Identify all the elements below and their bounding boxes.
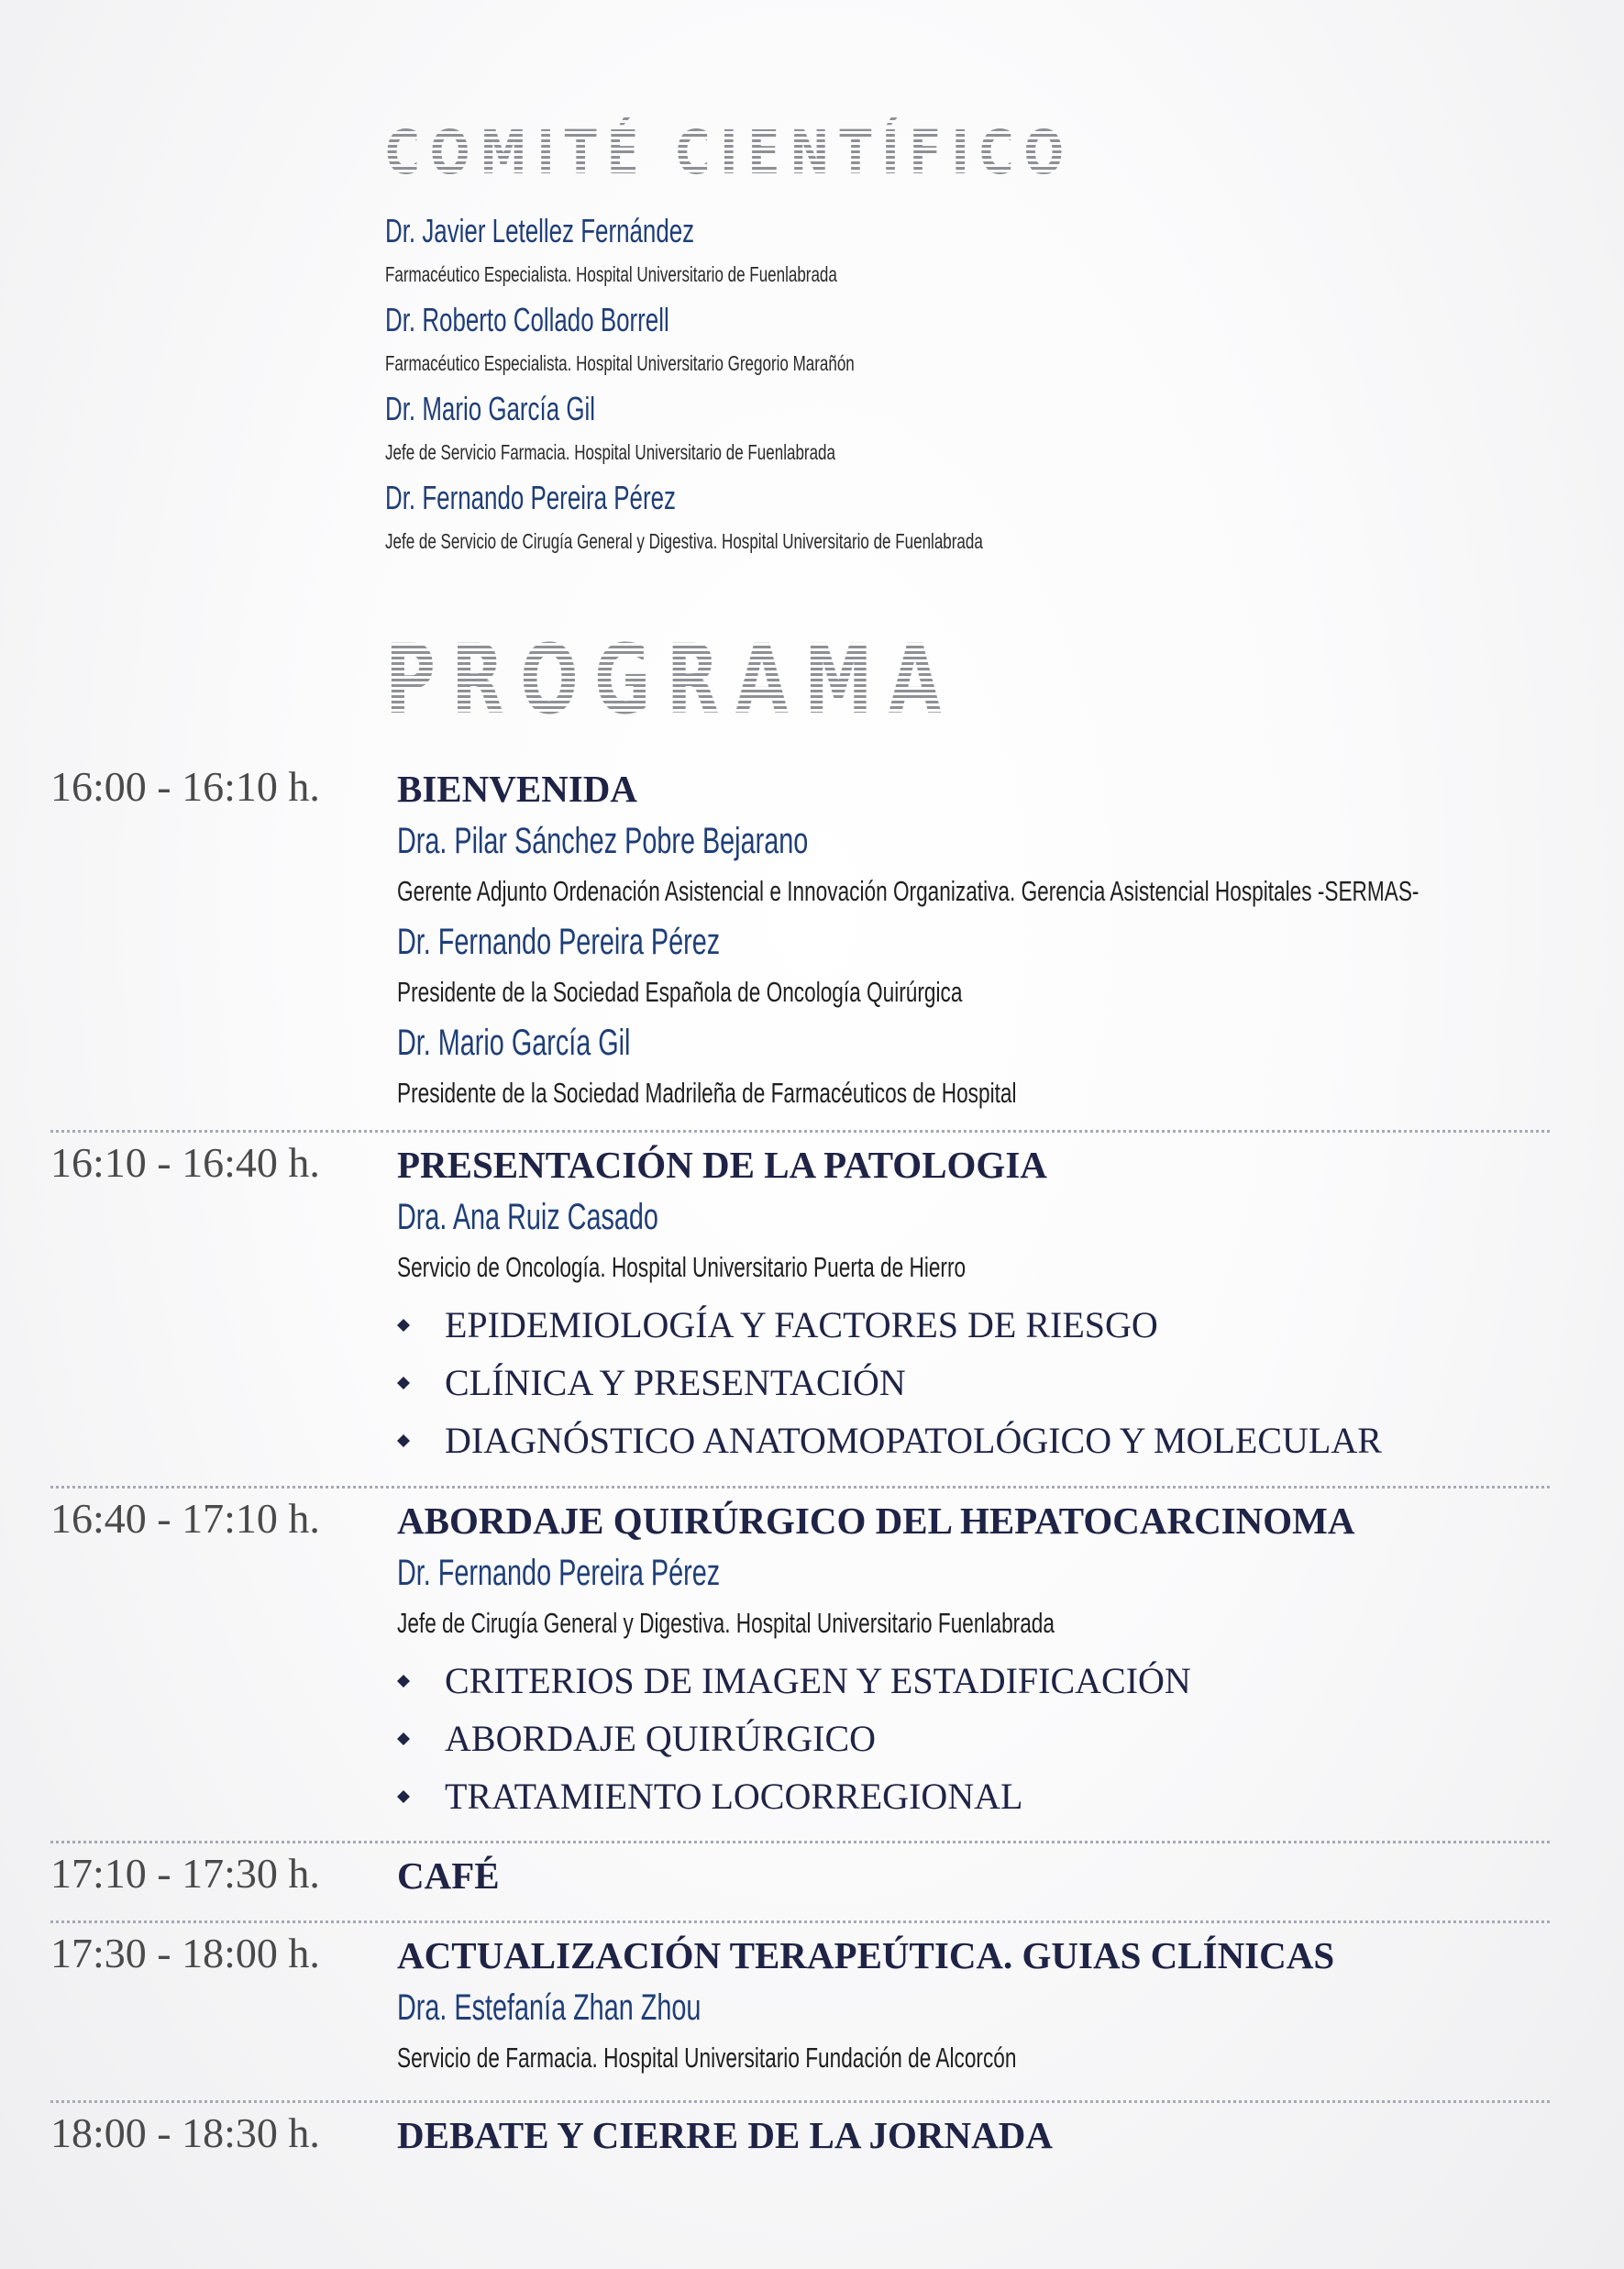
topic-item: [397, 1296, 1550, 1354]
program-session: [50, 1923, 1550, 2103]
committee-member: [385, 298, 1486, 387]
member-role: Jefe de Servicio Farmacia. Hospital Universitario de Fuenlabrada: [385, 440, 835, 464]
session-time: 18:00 - 18:30 h.: [50, 2109, 320, 2156]
speaker-name: Dr. Fernando Pereira Pérez: [397, 1553, 721, 1593]
topic-text: DIAGNÓSTICO ANATOMOPATOLÓGICO Y MOLECULAR: [445, 1420, 1382, 1461]
session-title: BIENVENIDA: [397, 768, 637, 810]
speaker-role: Servicio de Oncología. Hospital Universitario Puerta de Hierro: [397, 1251, 967, 1283]
member-name: Dr. Fernando Pereira Pérez: [385, 479, 676, 516]
member-role: Jefe de Servicio de Cirugía General y Digestiva. Hospital Universitario de Fuenlabrada: [385, 529, 983, 553]
speaker: [397, 1547, 1550, 1648]
diamond-bullet-icon: [397, 1663, 428, 1699]
session-time: 17:30 - 18:00 h.: [50, 1930, 320, 1976]
committee-member: [385, 476, 1486, 565]
committee-list: [385, 209, 1486, 565]
session-content: [397, 1133, 1550, 1477]
session-time: 16:10 - 16:40 h.: [50, 1139, 320, 1186]
topic-text: ABORDAJE QUIRÚRGICO: [445, 1718, 877, 1759]
session-title: PRESENTACIÓN DE LA PATOLOGIA: [397, 1144, 1047, 1186]
program-session: [50, 2103, 1550, 2195]
committee-title: COMITÉ CIENTÍFICO: [385, 117, 1075, 188]
session-title: ACTUALIZACIÓN TERAPEÚTICA. GUIAS CLÍNICAS: [397, 1934, 1335, 1976]
member-role: Farmacéutico Especialista. Hospital Universitario Gregorio Marañón: [385, 351, 855, 375]
committee-member: [385, 209, 1486, 298]
diamond-bullet-icon: [397, 1307, 428, 1344]
session-content: [397, 1843, 1550, 1909]
topic-text: CRITERIOS DE IMAGEN Y ESTADIFICACIÓN: [445, 1660, 1191, 1701]
speaker: [397, 1982, 1550, 2083]
speaker-role: Jefe de Cirugía General y Digestiva. Hospital Universitario Fuenlabrada: [397, 1607, 1055, 1639]
speaker-name: Dr. Mario García Gil: [397, 1023, 631, 1063]
diamond-bullet-icon: [397, 1721, 428, 1757]
session-time: 17:10 - 17:30 h.: [50, 1850, 320, 1897]
speaker-name: Dr. Fernando Pereira Pérez: [397, 922, 721, 962]
program-session: [50, 757, 1550, 1133]
speaker-role: Presidente de la Sociedad Madrileña de Farmacéuticos de Hospital: [397, 1077, 1017, 1109]
session-content: [397, 1489, 1550, 1832]
topic-text: CLÍNICA Y PRESENTACIÓN: [445, 1362, 906, 1403]
session-title: ABORDAJE QUIRÚRGICO DEL HEPATOCARCINOMA: [397, 1500, 1355, 1542]
diamond-bullet-icon: [397, 1422, 428, 1459]
member-name: Dr. Javier Letellez Fernández: [385, 212, 695, 249]
topic-list: [397, 1652, 1550, 1825]
speaker: [397, 1017, 1550, 1118]
program-session: [50, 1843, 1550, 1923]
speaker-role: Servicio de Farmacia. Hospital Universitario Fundación de Alcorcón: [397, 2042, 1017, 2074]
speaker: [397, 815, 1550, 916]
session-time: 16:40 - 17:10 h.: [50, 1495, 320, 1542]
speaker: [397, 916, 1550, 1017]
topic-text: EPIDEMIOLOGÍA Y FACTORES DE RIESGO: [445, 1304, 1158, 1345]
topic-item: [397, 1767, 1550, 1825]
speaker: [397, 1191, 1550, 1292]
topic-list: [397, 1296, 1550, 1469]
program-title: PROGRAMA: [385, 624, 957, 736]
program-session: [50, 1133, 1550, 1489]
topic-item: [397, 1411, 1550, 1469]
speaker-name: Dra. Estefanía Zhan Zhou: [397, 1987, 702, 2028]
topic-item: [397, 1710, 1550, 1767]
speaker-role: Gerente Adjunto Ordenación Asistencial e Innovación Organizativa. Gerencia Asistencial Hospitales -SERMAS-: [397, 875, 1420, 907]
member-role: Farmacéutico Especialista. Hospital Universitario de Fuenlabrada: [385, 262, 837, 286]
committee-member: [385, 387, 1486, 476]
program-schedule: [50, 757, 1550, 2195]
speaker-name: Dra. Pilar Sánchez Pobre Bejarano: [397, 821, 809, 861]
diamond-bullet-icon: [397, 1365, 428, 1401]
member-name: Dr. Roberto Collado Borrell: [385, 301, 669, 338]
topic-item: [397, 1354, 1550, 1411]
speaker-name: Dra. Ana Ruiz Casado: [397, 1197, 658, 1237]
program-session: [50, 1489, 1550, 1843]
member-name: Dr. Mario García Gil: [385, 390, 596, 427]
session-title: DEBATE Y CIERRE DE LA JORNADA: [397, 2114, 1053, 2156]
session-time: 16:00 - 16:10 h.: [50, 763, 320, 810]
diamond-bullet-icon: [397, 1778, 428, 1815]
session-content: [397, 757, 1550, 1125]
session-content: [397, 1923, 1550, 2090]
topic-item: [397, 1652, 1550, 1710]
session-title: CAFÉ: [397, 1854, 500, 1897]
session-content: [397, 2103, 1550, 2169]
topic-text: TRATAMIENTO LOCORREGIONAL: [445, 1776, 1023, 1817]
speaker-role: Presidente de la Sociedad Española de Oncología Quirúrgica: [397, 976, 963, 1008]
